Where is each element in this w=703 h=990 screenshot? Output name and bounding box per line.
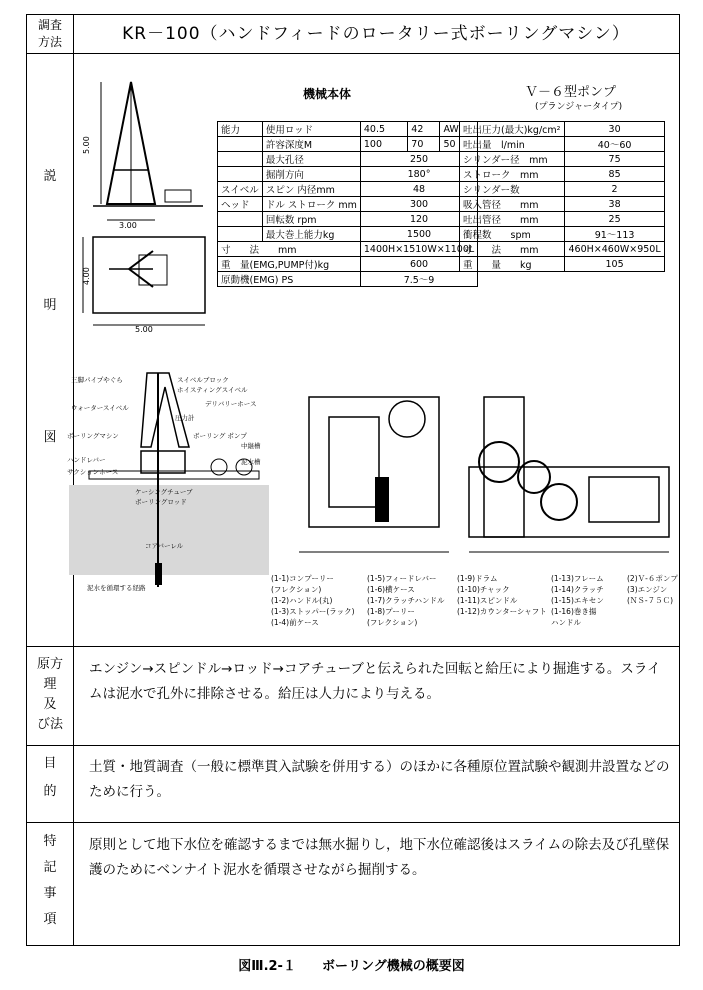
dim-width: 3.00 xyxy=(119,221,137,230)
spec-cell: 600 xyxy=(360,257,477,272)
spec-cell: 吐出管径 mm xyxy=(460,212,565,227)
spec-cell: 105 xyxy=(565,257,665,272)
spec-cell: 42 xyxy=(408,122,440,137)
spec-cell: 91～113 xyxy=(565,227,665,242)
legend-column xyxy=(367,573,445,628)
legend-item: (1-3)ストッパー(ラック) xyxy=(271,607,355,616)
spec-cell: 180° xyxy=(360,167,477,182)
machine-spec-row xyxy=(218,137,478,152)
label-notes-2: 記 xyxy=(43,860,57,875)
pump-spec-row xyxy=(460,182,665,197)
spec-cell: 7.5～9 xyxy=(360,272,477,287)
pump-spec-row xyxy=(460,242,665,257)
spec-cell: 許容深度M xyxy=(262,137,360,152)
pump-spec-row xyxy=(460,122,665,137)
diagram-label: 泥水を循環する経路 xyxy=(87,584,146,592)
spec-cell: シリンダー数 xyxy=(460,182,565,197)
legend-item: (1-9)ドラム xyxy=(457,574,498,583)
spec-cell: 40～60 xyxy=(565,137,665,152)
legend-column xyxy=(627,573,678,606)
label-notes-3: 事 xyxy=(43,886,57,901)
spec-cell: 寸 法 mm xyxy=(460,242,565,257)
label-desc-2: 明 xyxy=(43,298,57,313)
spec-cell: 1500 xyxy=(360,227,477,242)
spec-cell: 250 xyxy=(360,152,477,167)
side-view-drawing xyxy=(79,70,219,230)
dim-height: 5.00 xyxy=(82,136,91,154)
legend-item: (1-1)コンプーリー xyxy=(271,574,334,583)
spec-cell: 40.5 xyxy=(360,122,407,137)
spec-cell: ヘッド xyxy=(218,197,263,212)
legend-item: (フレクション) xyxy=(367,618,418,627)
label-purpose: 目 的 xyxy=(43,756,57,799)
diagram-label: コアバーレル xyxy=(145,542,184,550)
spec-cell xyxy=(218,227,263,242)
machine-heading: 機械本体 xyxy=(303,87,352,101)
diagram-label: ボーリング ポンプ xyxy=(193,432,247,440)
spec-cell: シリンダー径 mm xyxy=(460,152,565,167)
diagram-label: ウォータースイベル xyxy=(71,404,129,412)
spec-cell: 50 xyxy=(440,137,478,152)
spec-cell: 75 xyxy=(565,152,665,167)
legend-item: (1-4)前ケース xyxy=(271,618,319,627)
spec-cell: 吐出量 l/min xyxy=(460,137,565,152)
machine-spec-row xyxy=(218,167,478,182)
legend-item: (1-13)フレーム xyxy=(551,574,604,583)
legend-item: (1-14)クラッチ xyxy=(551,585,604,594)
label-method: 調査 方法 xyxy=(37,18,62,49)
label-principle: 原方 理 及 び法 xyxy=(36,657,63,732)
diagram-label: スイベルブロック xyxy=(177,376,229,384)
machine-spec-row xyxy=(218,272,478,287)
spec-cell: 吐出圧力(最大)kg/cm² xyxy=(460,122,565,137)
spec-cell: 吸入管径 mm xyxy=(460,197,565,212)
principle-text: エンジン→スピンドル→ロッド→コアチューブと伝えられた回転と給圧により掘進する。スライムは泥水で孔外に排除させる。給圧は人力により与える。 xyxy=(89,661,661,702)
spec-cell: 120 xyxy=(360,212,477,227)
legend-item: (1-5)フィードレバー xyxy=(367,574,437,583)
page-title: KR－100（ハンドフィードのロータリー式ボーリングマシン） xyxy=(122,24,630,44)
diagram-label: ハンドレバー xyxy=(67,456,106,464)
legend-item: (3)エンジン xyxy=(627,585,668,594)
diagram-label: 泥水槽 xyxy=(241,458,261,466)
spec-cell: 重 量(EMG,PUMP付)kg xyxy=(218,257,361,272)
spec-cell: 掘削方向 xyxy=(262,167,360,182)
spec-cell: スイベル xyxy=(218,182,263,197)
machine-spec-row xyxy=(218,227,478,242)
spec-cell: ストローク mm xyxy=(460,167,565,182)
pump-spec-row xyxy=(460,227,665,242)
legend-item: (フレクション) xyxy=(271,585,322,594)
legend-item: (1-7)クラッチハンドル xyxy=(367,596,445,605)
pump-heading: Ｖ－６型ポンプ xyxy=(525,85,617,100)
machine-spec-row xyxy=(218,122,478,137)
diagram-label: ホイスティングスイベル xyxy=(177,386,248,394)
spec-cell: 能力 xyxy=(218,122,263,137)
machine-spec-table xyxy=(217,121,478,287)
label-desc-1: 説 xyxy=(43,169,57,184)
pump-spec-row xyxy=(460,167,665,182)
spec-cell xyxy=(218,152,263,167)
spec-cell: 最大巻上能力kg xyxy=(262,227,360,242)
pump-subheading: (プランジャータイプ) xyxy=(535,102,623,112)
machine-spec-row xyxy=(218,212,478,227)
pump-spec-row xyxy=(460,257,665,272)
spec-cell: 重 量 kg xyxy=(460,257,565,272)
spec-cell: 38 xyxy=(565,197,665,212)
legend-item: (1-15)エキセン xyxy=(551,596,604,605)
diagram-label: 圧力計 xyxy=(175,414,195,422)
legend-item: (1-16)巻き揚 xyxy=(551,607,597,616)
legend-item: (2)Ｖ-６ポンプ xyxy=(627,574,678,583)
diagram-label: デリバリーホース xyxy=(205,400,257,408)
label-desc-3: 図 xyxy=(43,430,57,445)
machine-spec-row xyxy=(218,242,478,257)
diagram-label: 中継槽 xyxy=(241,442,261,450)
spec-cell: 1400H×1510W×1100L xyxy=(360,242,477,257)
machine-spec-row xyxy=(218,152,478,167)
legend-column xyxy=(457,573,547,617)
spec-cell xyxy=(218,167,263,182)
dim-plan-height: 4.00 xyxy=(82,267,91,285)
purpose-text: 土質・地質調査（一般に標準貫入試験を併用する）のほかに各種原位置試験や観測井設置などのために行う。 xyxy=(89,759,670,800)
spec-cell: ドル ストローク mm xyxy=(262,197,360,212)
spec-cell: 2 xyxy=(565,182,665,197)
machine-spec-row xyxy=(218,257,478,272)
notes-text: 原則として地下水位を確認するまでは無水掘りし，地下水位確認後はスライムの除去及び孔壁保護のためにベンナイト泥水を循環させながら掘削する。 xyxy=(89,837,670,878)
legend-item: (1-10)チャック xyxy=(457,585,510,594)
pump-spec-table xyxy=(459,121,665,272)
machine-spec-row xyxy=(218,182,478,197)
spec-cell: 使用ロッド xyxy=(262,122,360,137)
spec-cell: スピン 内径mm xyxy=(262,182,360,197)
spec-cell: AW xyxy=(440,122,478,137)
dim-plan-width: 5.00 xyxy=(135,325,153,333)
legend-item: (1-6)横ケース xyxy=(367,585,415,594)
spec-cell: 回転数 rpm xyxy=(262,212,360,227)
pump-spec-row xyxy=(460,152,665,167)
diagram-label: 三脚パイプやぐら xyxy=(71,376,123,384)
spec-cell: 寸 法 mm xyxy=(218,242,361,257)
label-notes-1: 特 xyxy=(43,834,57,849)
legend-item: (1-2)ハンドル(丸) xyxy=(271,596,333,605)
spec-cell: 460H×460W×950L xyxy=(565,242,665,257)
figure-caption: 図Ⅲ.2-１ ボーリング機械の概要図 xyxy=(238,959,465,974)
legend-column xyxy=(551,573,604,628)
legend-item: (1-8)プーリー xyxy=(367,607,415,616)
plan-view-drawing xyxy=(79,233,219,333)
spec-cell: 衝程数 spm xyxy=(460,227,565,242)
legend-item: (ＮＳ-７５Ｃ) xyxy=(627,596,674,605)
form-frame xyxy=(26,14,680,946)
pump-spec-row xyxy=(460,212,665,227)
legend-item: (1-11)スピンドル xyxy=(457,596,518,605)
pump-spec-row xyxy=(460,197,665,212)
spec-cell: 70 xyxy=(408,137,440,152)
spec-cell: 300 xyxy=(360,197,477,212)
diagram-label: サクションホース xyxy=(67,468,119,476)
machine-spec-row xyxy=(218,197,478,212)
label-notes-4: 項 xyxy=(43,912,57,927)
legend-column xyxy=(271,573,355,628)
spec-cell xyxy=(218,212,263,227)
spec-cell: 100 xyxy=(360,137,407,152)
diagram-label: ケーシングチューブ xyxy=(135,488,193,496)
spec-cell: 25 xyxy=(565,212,665,227)
mechanism-drawing xyxy=(279,367,671,567)
diagram-label: ボーリングロッド xyxy=(135,498,187,506)
legend-item: (1-12)カウンターシャフト xyxy=(457,607,547,616)
spec-cell xyxy=(218,137,263,152)
spec-cell: 30 xyxy=(565,122,665,137)
spec-cell: 最大孔径 xyxy=(262,152,360,167)
legend-item: ハンドル xyxy=(551,618,581,627)
spec-cell: 48 xyxy=(360,182,477,197)
spec-cell: 85 xyxy=(565,167,665,182)
diagram-label: ボーリングマシン xyxy=(67,432,119,440)
pump-spec-row xyxy=(460,137,665,152)
spec-cell: 原動機(EMG) PS xyxy=(218,272,361,287)
